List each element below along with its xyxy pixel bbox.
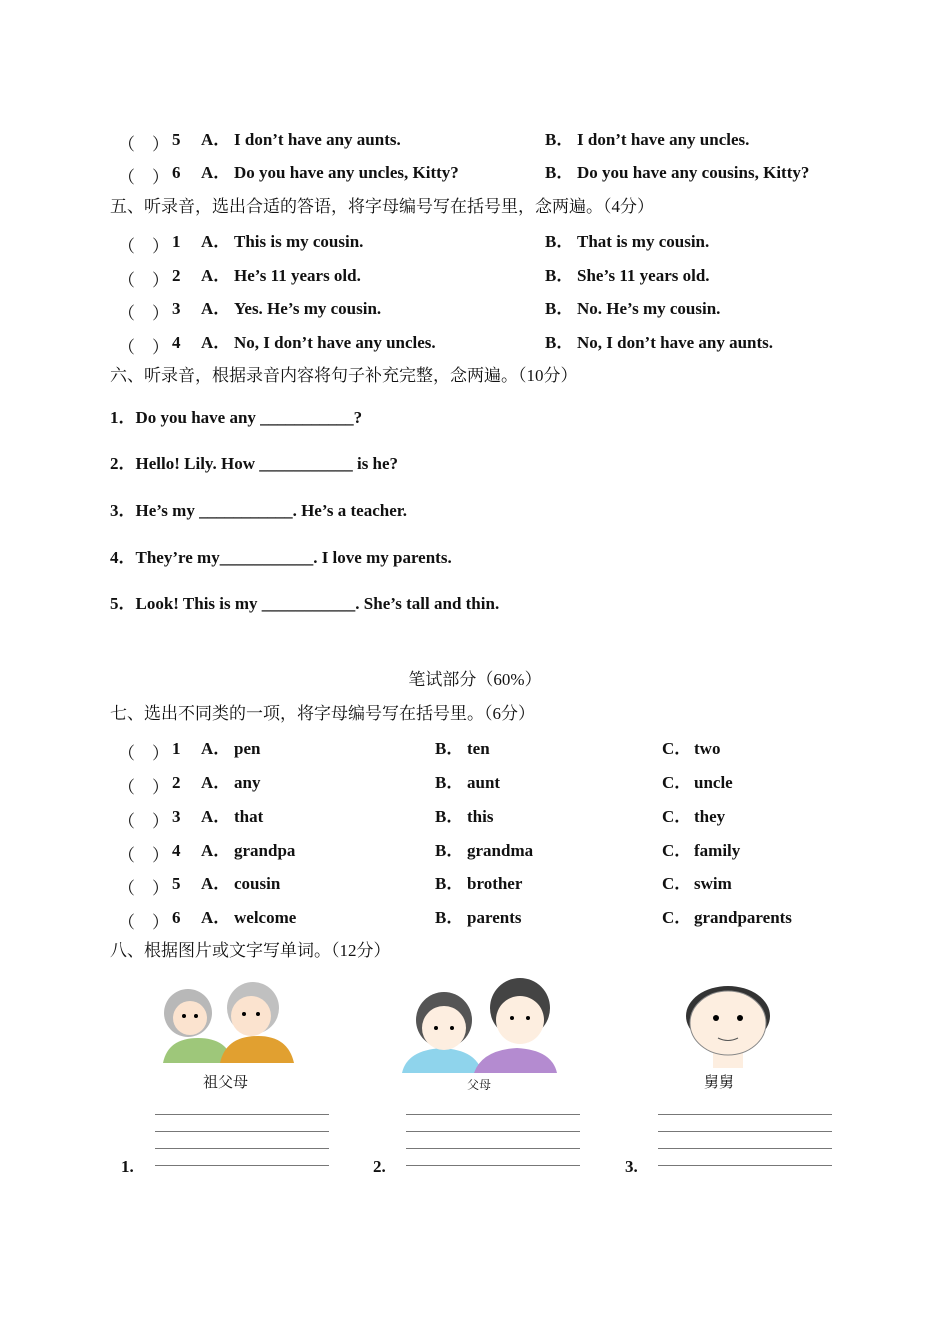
answer-bracket[interactable]: （ ） — [118, 744, 169, 763]
answer-bracket[interactable]: （ ） — [118, 879, 169, 898]
option-b: parents — [467, 908, 522, 927]
item-number: 2 — [172, 266, 181, 285]
item-number: 1 — [172, 739, 181, 758]
fill-in-sentence: 2．Hello! Lily. How ___________ is he? — [110, 454, 399, 473]
fill-in-sentence: 4．They’re my___________. I love my parents. — [110, 548, 452, 567]
option-c: family — [694, 841, 741, 860]
item-number: 3 — [172, 299, 181, 318]
answer-bracket[interactable]: （ ） — [118, 304, 169, 323]
item-number: 3 — [172, 807, 181, 826]
option-c-letter: C． — [662, 908, 692, 927]
option-b-letter: B． — [545, 333, 574, 352]
option-a-letter: A． — [201, 908, 231, 927]
option-a-letter: A． — [201, 130, 231, 149]
option-c: uncle — [694, 773, 733, 792]
sec7-heading: 七、选出不同类的一项，将字母编号写在括号里。（6分） — [110, 704, 535, 723]
item-number: 5 — [172, 874, 181, 893]
fill-in-sentence: 5．Look! This is my ___________. She’s tall and thin. — [110, 594, 500, 613]
item-number: 6 — [172, 908, 181, 927]
option-b-letter: B． — [545, 299, 574, 318]
option-c: two — [694, 739, 721, 758]
option-a-letter: A． — [201, 874, 231, 893]
option-b-letter: B． — [435, 874, 464, 893]
option-a-letter: A． — [201, 299, 231, 318]
option-b: That is my cousin. — [577, 232, 710, 251]
option-b: No, I don’t have any aunts. — [577, 333, 774, 352]
option-a: Yes. He’s my cousin. — [234, 299, 382, 318]
writing-lines-3[interactable] — [658, 1114, 832, 1166]
option-c: grandparents — [694, 908, 792, 927]
answer-bracket[interactable]: （ ） — [118, 338, 169, 357]
option-b-letter: B． — [545, 266, 574, 285]
option-c: swim — [694, 874, 732, 893]
option-c-letter: C． — [662, 874, 692, 893]
option-a: cousin — [234, 874, 281, 893]
option-a-letter: A． — [201, 266, 231, 285]
option-b: No. He’s my cousin. — [577, 299, 721, 318]
option-b-letter: B． — [545, 130, 574, 149]
item-number: 1 — [172, 232, 181, 251]
option-c-letter: C． — [662, 807, 692, 826]
option-b: this — [467, 807, 494, 826]
item-number: 2 — [172, 773, 181, 792]
option-b-letter: B． — [545, 232, 574, 251]
option-a: No, I don’t have any uncles. — [234, 333, 436, 352]
written-section-title: 笔试部分（60%） — [408, 670, 542, 689]
option-b-letter: B． — [435, 908, 464, 927]
option-a: welcome — [234, 908, 297, 927]
option-a: pen — [234, 739, 261, 758]
writing-lines-1[interactable] — [155, 1114, 329, 1166]
option-a-letter: A． — [201, 807, 231, 826]
option-b: brother — [467, 874, 523, 893]
option-a-letter: A． — [201, 333, 231, 352]
sec6-heading: 六、听录音，根据录音内容将句子补充完整，念两遍。（10分） — [110, 366, 578, 385]
item-number: 4 — [172, 333, 181, 352]
option-a-letter: A． — [201, 232, 231, 251]
exam-page: （ ） 5 A． I don’t have any aunts. B． I don’t have any uncles. （ ） 6 A． Do you have any uncles, Kitty? B． Do you have any cousins, Kitty? 五、听录音，选出合适的答语，将字母编号写在括号里，念两遍。（4分） （ ） 1 A． This is my cousin. B． That is my cousin. （ ） 2 A． He’s 11 years old. B． She’s 11 years old. （ ） 3 A． Yes. He’s my cousin. B． No. He’s my cousin. （ ） 4 A． No, I don’t have any uncles. B． No, I don’t have any aunts. 六、听录音，根据录音内容将句子补充完整，念两遍。（10分） 1．Do you have any ___________? 2．Hello! Lily. How ___________ is he? 3．He’s my ___________. He’s a teacher. 4．They’re my___________. I love my parents. 5．Look! This is my ___________. She’s tall and thin. 笔试部分（60%） 七、选出不同类的一项，将字母编号写在括号里。（6分） （ ） 1 A． pen B． ten C． two （ ） 2 A． any B． aunt C． uncle （ ） 3 A． that B． this C． they （ ） 4 A． grandpa B． grandma C． family （ ） 5 A． cousin B． brother C． swim （ ） 6 A． welcome B． parents C． grandparents 八、根据图片或文字写单词。（12分） 祖父母 父母 舅舅 1. 2. 3. — [0, 0, 950, 1344]
option-b: ten — [467, 739, 490, 758]
sec8-heading: 八、根据图片或文字写单词。（12分） — [110, 941, 391, 960]
option-b-letter: B． — [435, 773, 464, 792]
sec5-heading: 五、听录音，选出合适的答语，将字母编号写在括号里，念两遍。（4分） — [110, 197, 654, 216]
option-c-letter: C． — [662, 841, 692, 860]
option-a: any — [234, 773, 261, 792]
answer-bracket[interactable]: （ ） — [118, 135, 169, 154]
option-a: He’s 11 years old. — [234, 266, 361, 285]
writing-lines-2[interactable] — [406, 1114, 580, 1166]
option-c-letter: C． — [662, 739, 692, 758]
option-c: they — [694, 807, 726, 826]
answer-bracket[interactable]: （ ） — [118, 237, 169, 256]
answer-bracket[interactable]: （ ） — [118, 812, 169, 831]
option-a-letter: A． — [201, 773, 231, 792]
option-b-letter: B． — [435, 841, 464, 860]
option-a: grandpa — [234, 841, 296, 860]
grandparents-picture — [158, 978, 298, 1066]
option-b: aunt — [467, 773, 501, 792]
answer-bracket[interactable]: （ ） — [118, 168, 169, 187]
option-b-letter: B． — [435, 739, 464, 758]
fill-in-sentence: 3．He’s my ___________. He’s a teacher. — [110, 501, 407, 520]
answer-bracket[interactable]: （ ） — [118, 271, 169, 290]
uncle-picture — [678, 978, 778, 1068]
fill-in-sentence: 1．Do you have any ___________? — [110, 408, 363, 427]
answer-bracket[interactable]: （ ） — [118, 778, 169, 797]
option-a-letter: A． — [201, 739, 231, 758]
parents-picture — [402, 978, 557, 1073]
option-b-letter: B． — [435, 807, 464, 826]
answer-bracket[interactable]: （ ） — [118, 846, 169, 865]
option-b: grandma — [467, 841, 534, 860]
option-a-letter: A． — [201, 841, 231, 860]
item-number: 4 — [172, 841, 181, 860]
option-a: This is my cousin. — [234, 232, 364, 251]
option-c-letter: C． — [662, 773, 692, 792]
option-b: She’s 11 years old. — [577, 266, 710, 285]
answer-bracket[interactable]: （ ） — [118, 913, 169, 932]
option-a: that — [234, 807, 264, 826]
